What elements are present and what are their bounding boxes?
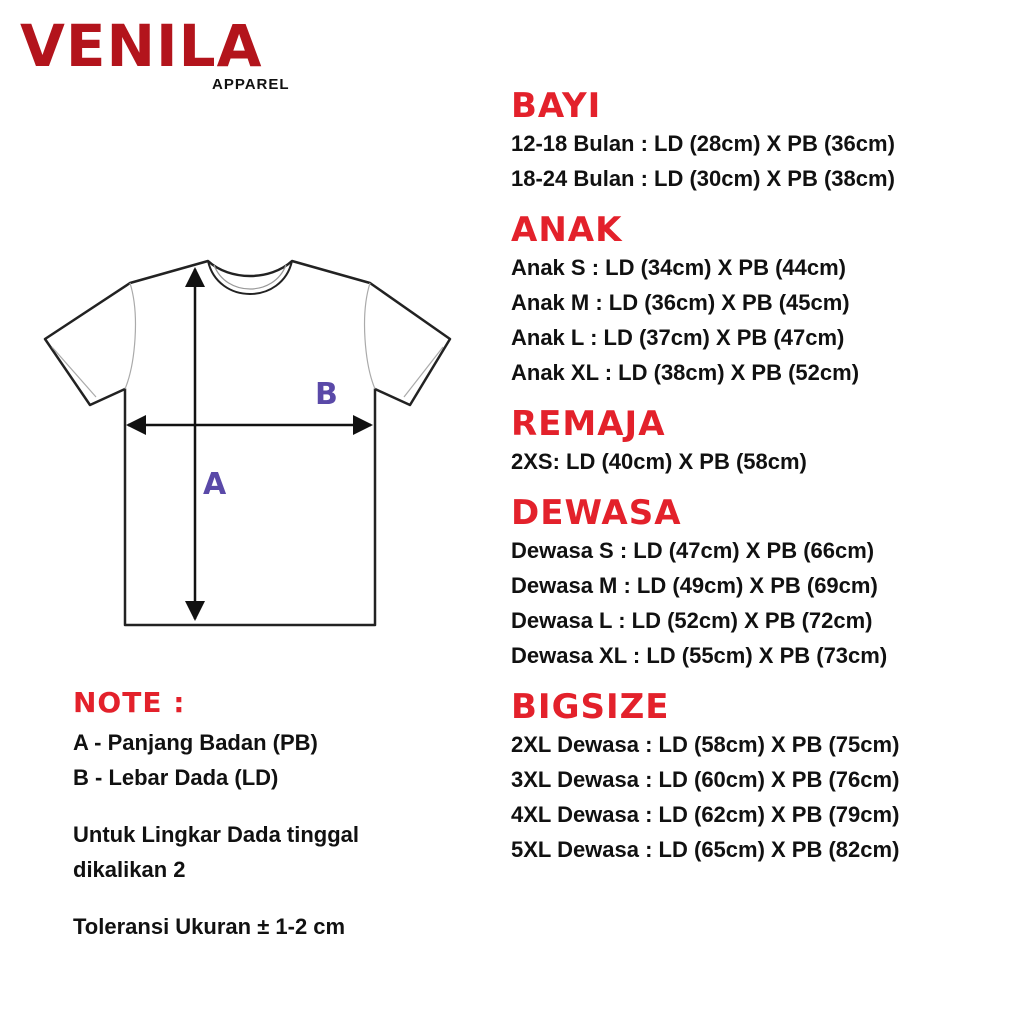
category-title: BAYI	[511, 86, 602, 126]
size-row: 12-18 Bulan : LD (28cm) X PB (36cm)	[511, 131, 895, 156]
category-title: BIGSIZE	[511, 687, 670, 727]
category-bigsize	[511, 687, 1011, 867]
size-row: 18-24 Bulan : LD (30cm) X PB (38cm)	[511, 166, 895, 191]
note-tolerance: Toleransi Ukuran ± 1-2 cm	[73, 914, 346, 939]
size-row: 2XS: LD (40cm) X PB (58cm)	[511, 449, 807, 474]
size-row: Dewasa S : LD (47cm) X PB (66cm)	[511, 538, 875, 563]
note-title: NOTE :	[73, 686, 186, 719]
size-row: Anak S : LD (34cm) X PB (44cm)	[511, 255, 846, 280]
size-row: 2XL Dewasa : LD (58cm) X PB (75cm)	[511, 732, 900, 757]
label-a: A	[203, 467, 227, 502]
size-row: 5XL Dewasa : LD (65cm) X PB (82cm)	[511, 837, 900, 862]
note-line-a: A - Panjang Badan (PB)	[73, 730, 318, 755]
size-row: 3XL Dewasa : LD (60cm) X PB (76cm)	[511, 767, 900, 792]
category-title: REMAJA	[511, 404, 666, 444]
brand-logo	[20, 12, 290, 93]
note-section	[73, 686, 493, 944]
size-row: Dewasa L : LD (52cm) X PB (72cm)	[511, 608, 873, 633]
size-row: Dewasa M : LD (49cm) X PB (69cm)	[511, 573, 878, 598]
size-row: 4XL Dewasa : LD (62cm) X PB (79cm)	[511, 802, 900, 827]
note-chest-2: dikalikan 2	[73, 857, 186, 882]
tshirt-outline-icon	[40, 255, 460, 635]
size-row: Anak M : LD (36cm) X PB (45cm)	[511, 290, 850, 315]
category-anak	[511, 210, 1011, 390]
brand-subtitle: APPAREL	[212, 76, 290, 93]
brand-name: VENILA	[20, 12, 263, 80]
category-title: DEWASA	[511, 493, 682, 533]
tshirt-diagram	[40, 255, 460, 640]
size-row: Anak XL : LD (38cm) X PB (52cm)	[511, 360, 860, 385]
category-remaja	[511, 404, 1011, 479]
category-bayi	[511, 86, 1011, 196]
category-dewasa	[511, 493, 1011, 673]
label-b: B	[315, 377, 338, 412]
size-row: Anak L : LD (37cm) X PB (47cm)	[511, 325, 845, 350]
note-chest-1: Untuk Lingkar Dada tinggal	[73, 822, 360, 847]
note-line-b: B - Lebar Dada (LD)	[73, 765, 279, 790]
size-chart	[511, 86, 1011, 881]
category-title: ANAK	[511, 210, 623, 250]
size-row: Dewasa XL : LD (55cm) X PB (73cm)	[511, 643, 888, 668]
